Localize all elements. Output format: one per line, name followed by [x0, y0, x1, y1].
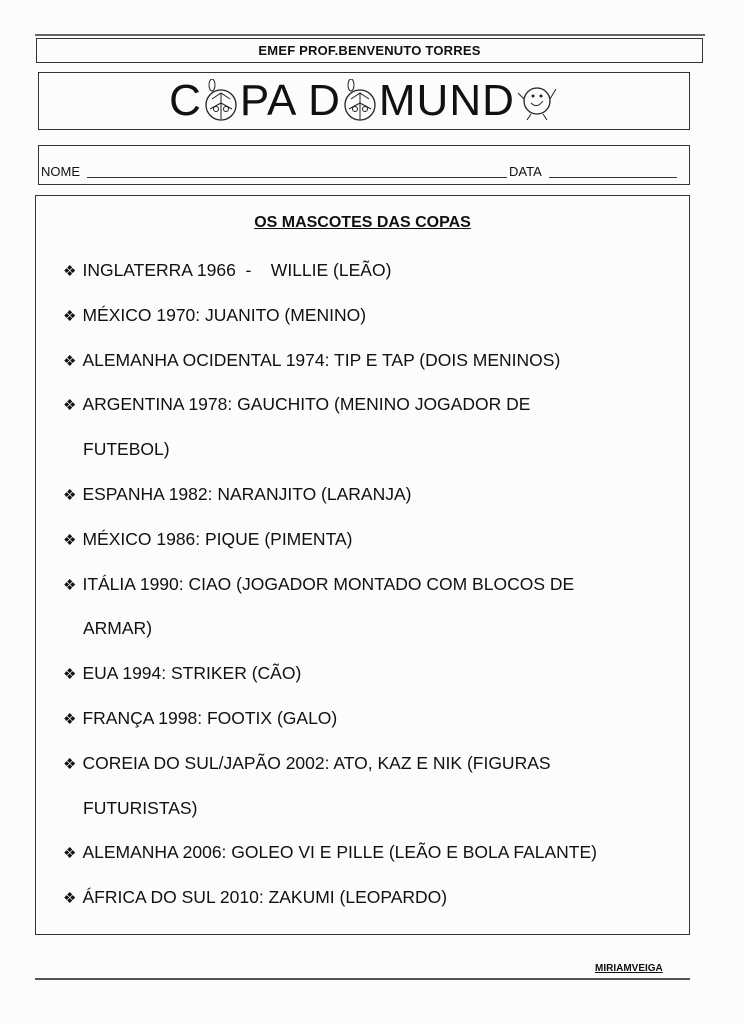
list-item — [63, 350, 560, 371]
bullet-icon: ❖ — [63, 755, 77, 773]
bullet-icon: ❖ — [63, 531, 77, 549]
item-text: INGLATERRA 1966 - WILLIE (LEÃO) — [82, 260, 392, 280]
item-text: ARGENTINA 1978: GAUCHITO (MENINO JOGADOR DE — [82, 394, 531, 415]
globe-mascot-icon — [515, 79, 559, 123]
item-text: ALEMANHA OCIDENTAL 1974: TIP E TAP (DOIS MENINOS) — [82, 349, 561, 370]
bullet-icon: ❖ — [63, 890, 77, 908]
item-text: ESPANHA 1982: NARANJITO (LARANJA) — [82, 484, 412, 504]
page-title — [38, 72, 690, 130]
list-item — [63, 484, 412, 505]
bullet-icon: ❖ — [63, 307, 77, 325]
list-item — [63, 529, 352, 550]
title-part: PA D — [239, 76, 341, 125]
bullet-icon: ❖ — [63, 397, 77, 415]
date-label: DATA — [509, 164, 542, 179]
list-item — [63, 305, 366, 326]
bullet-icon: ❖ — [63, 352, 77, 370]
item-text: EUA 1994: STRIKER (CÃO) — [82, 663, 302, 684]
bullet-icon: ❖ — [63, 487, 77, 504]
item-text: ÁFRICA DO SUL 2010: ZAKUMI (LEOPARDO) — [82, 887, 448, 908]
item-text-continuation: FUTURISTAS) — [83, 797, 198, 818]
list-item — [63, 663, 301, 684]
list-item — [63, 753, 551, 774]
list-item — [63, 260, 391, 281]
list-item — [63, 708, 337, 729]
bullet-icon: ❖ — [63, 666, 77, 684]
bottom-rule — [35, 978, 690, 980]
item-text-continuation: ARMAR) — [83, 618, 153, 639]
bullet-icon: ❖ — [63, 263, 77, 280]
bullet-icon: ❖ — [63, 845, 77, 863]
mascot-list-box — [35, 195, 690, 935]
armadillo-mascot-icon — [202, 79, 240, 123]
item-text-continuation: FUTEBOL) — [83, 439, 170, 460]
bullet-icon: ❖ — [63, 576, 77, 594]
bullet-icon: ❖ — [63, 711, 77, 728]
name-label: NOME — [41, 164, 80, 179]
item-text: COREIA DO SUL/JAPÃO 2002: ATO, KAZ E NIK (FIGURAS — [82, 752, 551, 773]
list-item — [63, 394, 530, 415]
section-heading: OS MASCOTES DAS COPAS — [254, 214, 471, 231]
title-part: MUND — [378, 76, 515, 125]
list-item — [63, 887, 447, 908]
name-field[interactable] — [87, 177, 507, 178]
school-name: EMEF PROF.BENVENUTO TORRES — [36, 38, 703, 63]
author-credit: MIRIAMVEIGA — [595, 963, 663, 974]
date-field[interactable] — [549, 177, 677, 178]
item-text: FRANÇA 1998: FOOTIX (GALO) — [82, 708, 338, 728]
armadillo-mascot-icon — [341, 79, 379, 123]
top-rule — [35, 34, 705, 36]
item-text: ALEMANHA 2006: GOLEO VI E PILLE (LEÃO E BOLA FALANTE) — [82, 842, 597, 863]
item-text: MÉXICO 1986: PIQUE (PIMENTA) — [82, 528, 353, 549]
list-item — [63, 842, 597, 863]
title-part: C — [169, 76, 202, 125]
item-text: MÉXICO 1970: JUANITO (MENINO) — [82, 304, 367, 325]
item-text: ITÁLIA 1990: CIAO (JOGADOR MONTADO COM BLOCOS DE — [82, 573, 575, 594]
list-item — [63, 574, 574, 595]
name-date-form — [38, 145, 690, 185]
